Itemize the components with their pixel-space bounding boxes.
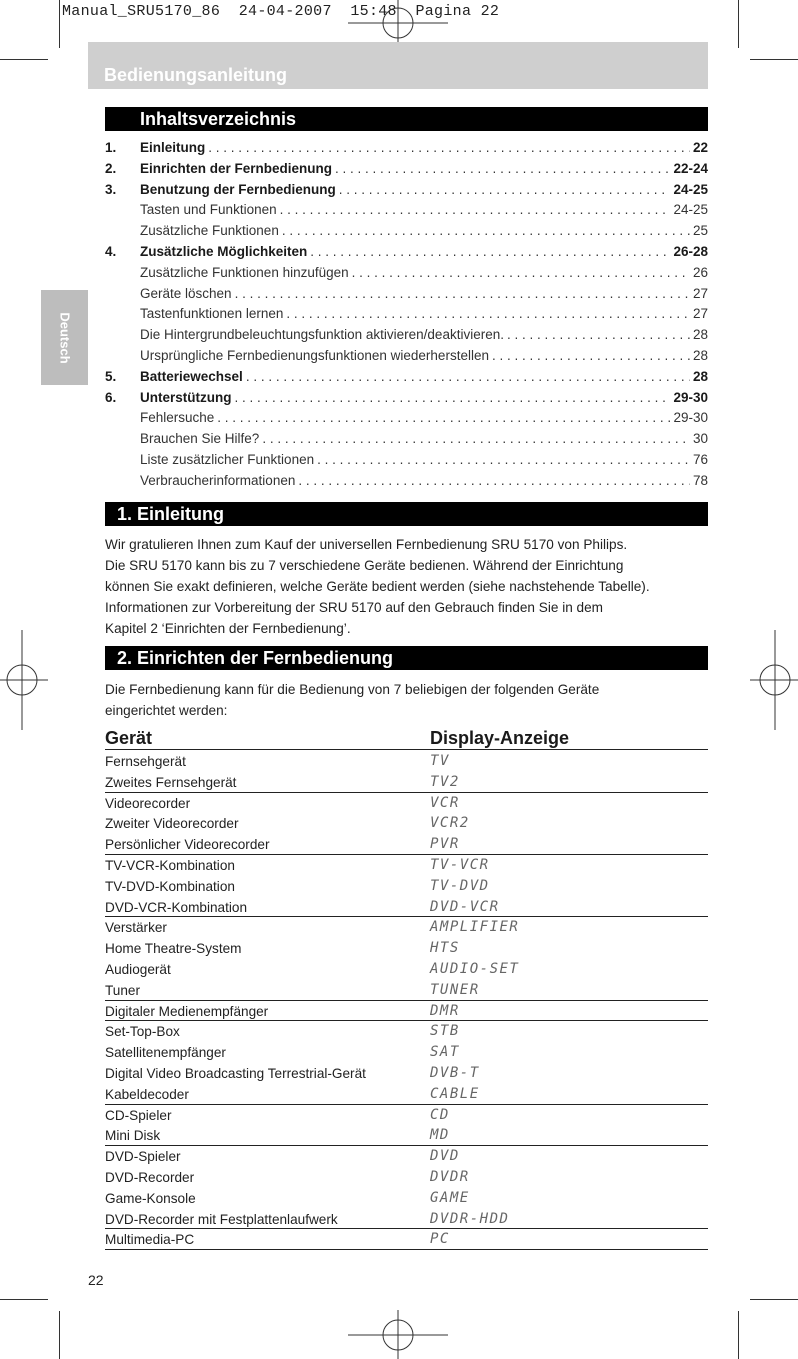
section-1-body (105, 534, 705, 639)
display-code: VCR (430, 794, 460, 811)
toc-entry-page: 78 (692, 472, 708, 488)
display-code: CABLE (430, 1085, 480, 1102)
toc-entry-title: Benutzung der Fernbedienung (140, 181, 336, 197)
device-name: DVD-Recorder mit Festplattenlaufwerk (105, 1211, 338, 1227)
display-code: TV-DVD (430, 877, 490, 894)
toc-leader-dots (298, 473, 690, 488)
toc-leader-dots (339, 182, 671, 197)
crop-mark-tr-v (738, 0, 739, 48)
device-name: Audiogerät (105, 961, 171, 977)
display-code: MD (430, 1127, 450, 1144)
table-row (105, 1167, 708, 1188)
toc-entry-title: Ursprüngliche Fernbedienungsfunktionen wiederherstellen (140, 347, 489, 363)
device-table (105, 751, 708, 1250)
toc-leader-dots (335, 161, 670, 176)
toc-entry-title: Zusätzliche Funktionen hinzufügen (140, 264, 349, 280)
table-row (105, 959, 708, 980)
toc-entry-page: 24-25 (673, 202, 708, 218)
device-name: Home Theatre-System (105, 941, 242, 957)
display-code: PC (430, 1231, 450, 1248)
device-name: Satellitenempfänger (105, 1045, 226, 1061)
toc-entry (105, 244, 708, 265)
device-name: Digital Video Broadcasting Terrestrial-Gerät (105, 1065, 366, 1081)
device-name: Game-Konsole (105, 1190, 196, 1206)
section-1-line: Kapitel 2 ‘Einrichten der Fernbedienung’. (105, 621, 351, 636)
table-row (105, 1146, 708, 1167)
display-code: AUDIO-SET (430, 960, 520, 977)
toc-entry-page: 27 (692, 306, 708, 322)
table-row (105, 1001, 708, 1022)
toc-entry (105, 306, 708, 327)
toc-entry-page: 28 (692, 347, 708, 363)
toc-entry-page: 30 (692, 431, 708, 447)
display-code: TV-VCR (430, 856, 490, 873)
device-name: Persönlicher Videorecorder (105, 837, 270, 853)
toc-leader-dots (310, 244, 670, 259)
toc-entry-title: Verbraucherinformationen (140, 472, 296, 488)
registration-mark-left (0, 630, 48, 730)
display-code: STB (430, 1023, 460, 1040)
display-code: CD (430, 1106, 450, 1123)
toc-leader-dots (492, 348, 690, 363)
display-code: HTS (430, 940, 460, 957)
toc-entry-page: 22-24 (673, 160, 708, 176)
table-row (105, 980, 708, 1001)
display-code: TUNER (430, 981, 480, 998)
toc-entry (105, 452, 708, 473)
device-name: Mini Disk (105, 1128, 161, 1144)
table-row (105, 938, 708, 959)
crop-mark-br-h (750, 1299, 798, 1300)
toc-entry-title: Einrichten der Fernbedienung (140, 160, 333, 176)
crop-mark-bl-h (0, 1299, 48, 1300)
toc-leader-dots (208, 140, 690, 155)
toc-entry-page: 29-30 (673, 389, 708, 405)
table-row (105, 1105, 708, 1126)
table-row (105, 1125, 708, 1146)
section-2-line: eingerichtet werden: (105, 703, 228, 718)
table-row (105, 1063, 708, 1084)
table-row (105, 813, 708, 834)
column-header-device: Gerät (105, 728, 153, 748)
device-name: Kabeldecoder (105, 1086, 189, 1102)
toc-entry (105, 161, 708, 182)
device-name: Zweites Fernsehgerät (105, 774, 237, 790)
crop-mark-tr-h (750, 59, 798, 60)
device-name: Zweiter Videorecorder (105, 816, 239, 832)
table-row (105, 855, 708, 876)
toc-leader-dots (317, 452, 690, 467)
toc-leader-dots (280, 202, 671, 217)
toc-entry (105, 473, 708, 494)
display-code: GAME (430, 1189, 470, 1206)
device-name: Tuner (105, 982, 141, 998)
section-2-body (105, 679, 705, 721)
device-name: DVD-Recorder (105, 1169, 195, 1185)
toc-entry-page: 24-25 (673, 181, 708, 197)
toc-entry (105, 182, 708, 203)
table-row (105, 1209, 708, 1230)
device-name: TV-DVD-Kombination (105, 878, 235, 894)
page-number: 22 (88, 1272, 104, 1288)
display-code: DMR (430, 1002, 460, 1019)
registration-mark-right (750, 630, 798, 730)
toc-entry-title: Die Hintergrundbeleuchtungsfunktion aktivieren/deaktivieren. (140, 327, 504, 343)
device-name: Fernsehgerät (105, 754, 186, 769)
table-of-contents (105, 140, 708, 494)
device-name: DVD-VCR-Kombination (105, 899, 248, 915)
language-tab-label: Deutsch (57, 311, 72, 364)
toc-entry-title: Tastenfunktionen lernen (140, 306, 284, 322)
toc-entry-title: Brauchen Sie Hilfe? (140, 431, 260, 447)
toc-leader-dots (282, 223, 690, 238)
toc-entry-page: 22 (692, 140, 708, 155)
device-table-header (105, 728, 708, 750)
toc-entry-title: Zusätzliche Funktionen (140, 223, 279, 239)
table-row (105, 1021, 708, 1042)
section-1-heading (105, 502, 708, 526)
toc-leader-dots (262, 431, 690, 446)
toc-entry-page: 28 (692, 368, 708, 384)
display-code: AMPLIFIER (430, 919, 520, 936)
toc-entry-title: Fehlersuche (140, 410, 215, 426)
toc-leader-dots (246, 369, 690, 384)
registration-mark-bottom (348, 1310, 448, 1359)
device-name: CD-Spieler (105, 1107, 172, 1123)
toc-entry-title: Tasten und Funktionen (140, 202, 277, 218)
table-row (105, 751, 708, 772)
toc-entry-page: 29-30 (673, 410, 708, 426)
table-row (105, 1229, 708, 1250)
display-code: DVDR-HDD (430, 1210, 510, 1227)
display-code: TV (430, 753, 450, 769)
table-row (105, 834, 708, 855)
display-code: PVR (430, 836, 460, 853)
toc-leader-dots (217, 410, 670, 425)
toc-leader-dots (286, 306, 690, 321)
toc-entry-page: 25 (692, 223, 708, 239)
toc-entry (105, 327, 708, 348)
device-name: DVD-Spieler (105, 1149, 181, 1165)
section-1-heading-text: 1. Einleitung (117, 504, 225, 524)
display-code: TV2 (430, 773, 460, 790)
toc-entry (105, 140, 708, 161)
section-2-heading-text: 2. Einrichten der Fernbedienung (117, 648, 394, 668)
header-banner-title: Bedienungsanleitung (104, 65, 288, 85)
crop-mark-tl-h (0, 59, 48, 60)
toc-entry-number: 4. (105, 243, 117, 259)
section-1-line: Informationen zur Vorbereitung der SRU 5170 auf den Gebrauch finden Sie in dem (105, 600, 603, 615)
toc-entry (105, 348, 708, 369)
toc-entry-page: 26 (692, 264, 708, 280)
toc-entry-page: 28 (692, 327, 708, 343)
table-row (105, 1188, 708, 1209)
section-2-line: Die Fernbedienung kann für die Bedienung von 7 beliebigen der folgenden Geräte (105, 682, 600, 697)
toc-entry-number: 5. (105, 368, 117, 384)
toc-entry-title: Batteriewechsel (140, 368, 243, 384)
toc-entry (105, 265, 708, 286)
table-row (105, 793, 708, 814)
device-name: Videorecorder (105, 795, 191, 811)
toc-leader-dots (235, 390, 671, 405)
toc-entry (105, 286, 708, 307)
toc-entry-title: Liste zusätzlicher Funktionen (140, 451, 315, 467)
toc-leader-dots (352, 265, 690, 280)
print-slug: Manual_SRU5170_86 24-04-2007 15:48 Pagina 22 (62, 3, 500, 20)
toc-entry-title: Unterstützung (140, 389, 232, 405)
toc-entry-page: 76 (692, 451, 708, 467)
table-row (105, 876, 708, 897)
display-code: DVD (430, 1148, 460, 1165)
toc-heading (105, 107, 708, 131)
section-2-heading (105, 646, 708, 670)
toc-entry (105, 369, 708, 390)
language-tab (41, 290, 88, 385)
toc-entry-number: 2. (105, 160, 117, 176)
toc-entry (105, 410, 708, 431)
toc-entry (105, 431, 708, 452)
crop-mark-tl-v (59, 0, 60, 48)
toc-entry-number: 3. (105, 181, 117, 197)
device-name: Set-Top-Box (105, 1024, 180, 1040)
device-name: Verstärker (105, 920, 167, 936)
toc-entry-title: Geräte löschen (140, 285, 232, 301)
section-1-line: können Sie exakt definieren, welche Geräte bedient werden (siehe nachstehende Tabelle). (105, 579, 650, 594)
table-row (105, 1084, 708, 1105)
toc-heading-text: Inhaltsverzeichnis (140, 109, 297, 129)
toc-entry (105, 390, 708, 411)
crop-mark-br-v (738, 1311, 739, 1359)
toc-entry (105, 202, 708, 223)
display-code: SAT (430, 1044, 460, 1061)
display-code: VCR2 (430, 815, 470, 832)
table-row (105, 917, 708, 938)
section-1-line: Wir gratulieren Ihnen zum Kauf der universellen Fernbedienung SRU 5170 von Philips. (105, 537, 628, 552)
toc-entry-number: 1. (105, 140, 117, 155)
toc-entry-number: 6. (105, 389, 117, 405)
toc-entry (105, 223, 708, 244)
toc-entry-page: 27 (692, 285, 708, 301)
toc-leader-dots (507, 327, 690, 342)
display-code: DVD-VCR (430, 898, 500, 915)
header-banner (88, 42, 708, 89)
toc-entry-title: Zusätzliche Möglichkeiten (140, 243, 308, 259)
device-name: Multimedia-PC (105, 1232, 195, 1248)
table-row (105, 897, 708, 918)
section-1-line: Die SRU 5170 kann bis zu 7 verschiedene Geräte bedienen. Während der Einrichtung (105, 558, 624, 573)
table-row (105, 772, 708, 793)
device-name: TV-VCR-Kombination (105, 857, 235, 873)
toc-entry-title: Einleitung (140, 140, 206, 155)
column-header-display: Display-Anzeige (430, 728, 570, 748)
crop-mark-bl-v (59, 1311, 60, 1359)
toc-entry-page: 26-28 (673, 243, 708, 259)
table-row (105, 1042, 708, 1063)
device-name: Digitaler Medienempfänger (105, 1003, 269, 1019)
display-code: DVDR (430, 1168, 470, 1185)
toc-leader-dots (235, 286, 690, 301)
display-code: DVB-T (430, 1064, 480, 1081)
